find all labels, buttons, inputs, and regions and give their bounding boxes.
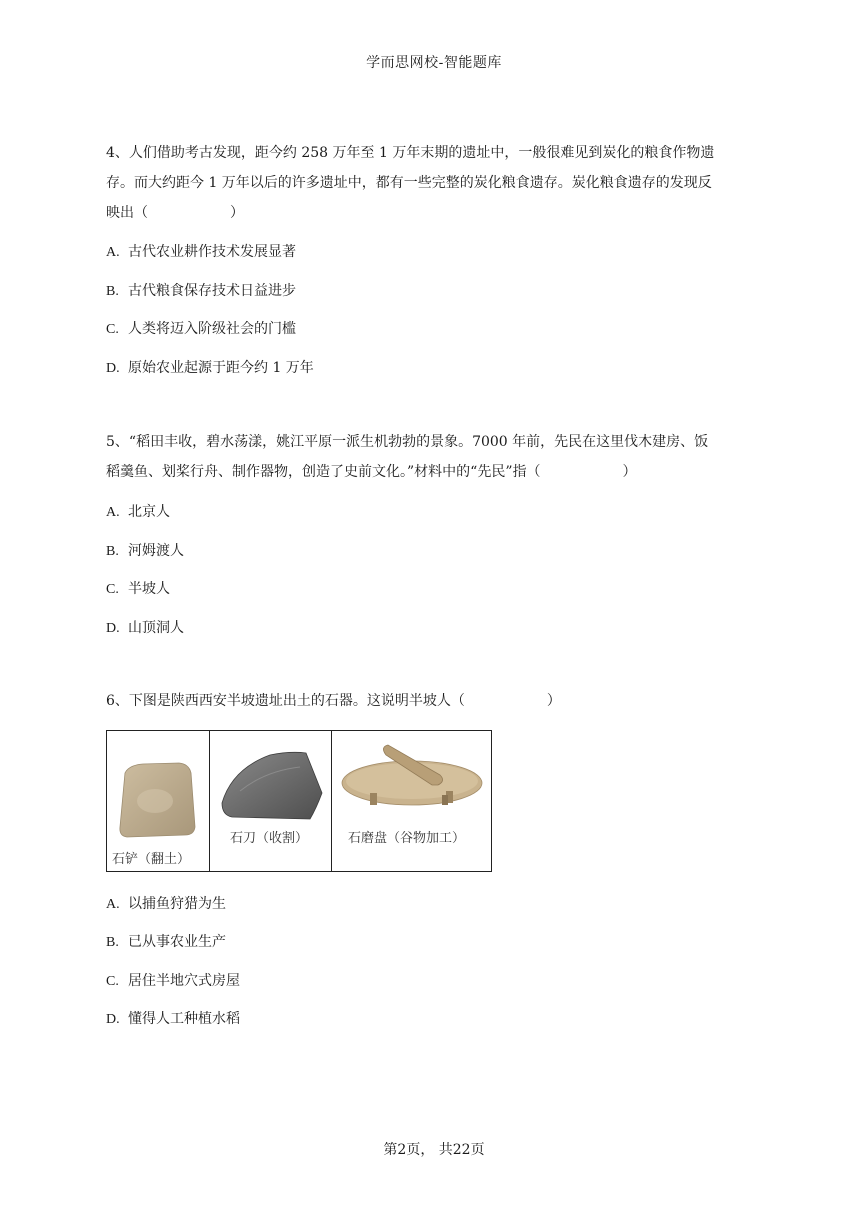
option-letter: C.	[106, 582, 119, 597]
question-4-line-3	[106, 198, 766, 228]
question-4-option-c[interactable]	[106, 318, 296, 338]
answer-close-paren: ）	[622, 464, 637, 480]
question-5-option-a[interactable]	[106, 501, 170, 521]
option-text: 山顶洞人	[128, 620, 184, 636]
stone-tools-figure	[106, 730, 492, 872]
option-text: 北京人	[128, 504, 170, 520]
option-letter: B.	[106, 284, 119, 299]
question-5-option-d[interactable]	[106, 617, 184, 637]
option-letter: B.	[106, 935, 119, 950]
option-text: 古代农业耕作技术发展显著	[128, 244, 296, 260]
option-letter: A.	[106, 245, 120, 260]
grinding-slab-cell	[331, 731, 491, 871]
question-4-option-a[interactable]	[106, 241, 296, 261]
question-6-stem	[106, 686, 766, 716]
question-4-option-b[interactable]	[106, 280, 296, 300]
grinding-slab-image	[332, 731, 492, 871]
question-5-line-2	[106, 457, 766, 487]
question-4-line-1: 4、人们借助考古发现，距今约 258 万年至 1 万年末期的遗址中，一般很难见到炭化的粮食作物遗	[106, 145, 715, 161]
option-letter: B.	[106, 544, 119, 559]
question-6-option-b[interactable]	[106, 931, 226, 951]
question-5-stem	[106, 427, 766, 487]
question-6-line-1-text: 6、下图是陕西西安半坡遗址出土的石器。这说明半坡人（	[106, 693, 465, 709]
stone-knife-image	[210, 731, 332, 871]
option-letter: A.	[106, 505, 120, 520]
question-4-line-3-text: 映出（	[106, 205, 148, 221]
option-letter: C.	[106, 322, 119, 337]
option-text: 懂得人工种植水稻	[128, 1011, 240, 1027]
option-text: 古代粮食保存技术日益进步	[128, 283, 296, 299]
option-text: 半坡人	[128, 581, 170, 597]
option-text: 人类将迈入阶级社会的门槛	[128, 321, 296, 337]
question-4-option-d[interactable]	[106, 357, 314, 377]
question-6-option-d[interactable]	[106, 1008, 240, 1028]
option-text: 以捕鱼狩猎为生	[128, 896, 226, 912]
option-letter: D.	[106, 1012, 120, 1027]
answer-close-paren: ）	[230, 205, 244, 221]
option-text: 河姆渡人	[128, 543, 184, 559]
answer-close-paren: ）	[546, 693, 561, 709]
stone-shovel-cell	[107, 731, 209, 871]
question-6-line-1	[106, 686, 766, 716]
question-5-line-1: 5、“稻田丰收，碧水荡漾，姚江平原一派生机勃勃的景象。7000 年前，先民在这里伐木建房、饭	[106, 434, 709, 450]
option-letter: D.	[106, 361, 120, 376]
page-footer: 第2页， 共22页	[383, 1142, 485, 1158]
stone-knife-caption: 石刀（收割）	[230, 831, 309, 846]
option-text: 原始农业起源于距今约 1 万年	[128, 360, 314, 376]
question-6-option-c[interactable]	[106, 970, 240, 990]
option-text: 居住半地穴式房屋	[128, 973, 240, 989]
question-5-option-b[interactable]	[106, 540, 184, 560]
stone-knife-cell	[209, 731, 331, 871]
option-letter: A.	[106, 897, 120, 912]
option-letter: D.	[106, 621, 120, 636]
question-5-option-c[interactable]	[106, 578, 170, 598]
option-text: 已从事农业生产	[128, 934, 226, 950]
grinding-slab-caption: 石磨盘（谷物加工）	[348, 831, 466, 846]
stone-shovel-caption: 石铲（翻土）	[112, 852, 191, 867]
question-5-line-2-text: 稻羹鱼、划桨行舟、制作器物，创造了史前文化。”材料中的“先民”指（	[106, 464, 541, 480]
page-header: 学而思网校-智能题库	[366, 55, 502, 71]
question-4-stem	[106, 138, 766, 228]
question-4-line-2: 存。而大约距今 1 万年以后的许多遗址中，都有一些完整的炭化粮食遗存。炭化粮食遗存的发现反	[106, 175, 712, 191]
option-letter: C.	[106, 974, 119, 989]
question-6-option-a[interactable]	[106, 893, 226, 913]
